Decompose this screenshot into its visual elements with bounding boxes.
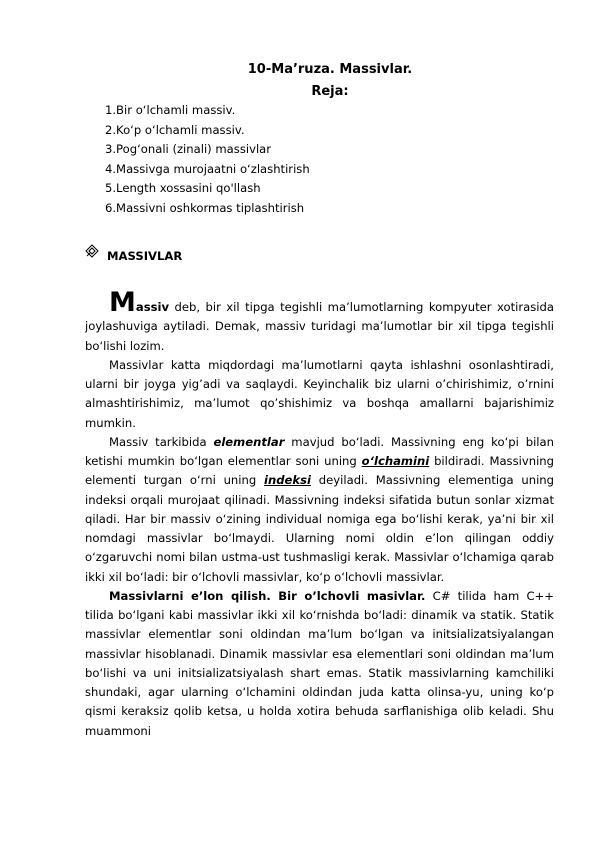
paragraph-text: mavjud bo‘ladi. Massivning eng ko‘pi bilan ketishi mumkin bo‘lgan elementlar soni uning bbox=[85, 434, 554, 468]
paragraph bbox=[85, 287, 554, 356]
paragraph bbox=[85, 587, 554, 741]
diamond-bullet-icon bbox=[85, 244, 99, 258]
paragraph-text: deb, bir xil tipga tegishli ma’lumotlarning kompyuter xotirasida joylashuviga aytiladi. Demak, massiv turidagi ma’lumotlar bir xil tipga tegishli bo‘lishi lozim. bbox=[85, 300, 554, 353]
section-title: MASSIVLAR bbox=[107, 249, 183, 263]
term-olchamini: o‘lchamini bbox=[361, 454, 430, 468]
paragraph bbox=[85, 433, 554, 587]
lead-word: assiv bbox=[135, 300, 170, 314]
section-heading bbox=[85, 248, 182, 264]
subheading-inline: Massivlarni e’lon qilish. Bir o’lchovli masivlar. bbox=[109, 588, 426, 603]
term-elementlar: elementlar bbox=[213, 434, 285, 449]
plan-item: 2.Ko‘p o‘lchamli massiv. bbox=[105, 122, 245, 137]
plan-item: 1.Bir o‘lchamli massiv. bbox=[105, 103, 236, 117]
term-indeksi: indeksi bbox=[264, 473, 311, 488]
paragraph-text: C# tilida ham C++ tilida bo‘lgani kabi massivlar ikki xil ko‘rnishda bo‘ladi: dinamik va statik. Statik massivlar elementlar soni oldindan ma’lum bo‘lgan va initsializatsiyalangan massivlar hisoblanadi. Dinamik massivlar esa elementlari soni oldindan ma’lum bo‘lishi va uni initsializatsiyalash shart emas. Statik massivlarning kamchiliki shundaki, agar ularning o‘lchamini oldindan juda katta olinsa-yu, uning ko‘p qismi keraksiz qolib ketsa, u holda xotira behuda sarflanishiga olib keladi. Shu muammoni bbox=[85, 588, 554, 738]
paragraph: Massivlar katta miqdordagi ma’lumotlarni qayta ishlashni osonlashtiradi, ularni bir joyga yig’adi va saqlaydi. Keyinchalik biz ularni o’chirishimiz, o’rnini almashtirishimiz, ma’lumot qo’shishimiz va boshqa amallarni bajarishimiz mumkin. bbox=[85, 357, 554, 430]
lecture-title: 10-Ma’ruza. Massivlar. bbox=[247, 62, 413, 77]
plan-item: 6.Massivni oshkormas tiplashtirish bbox=[105, 200, 305, 215]
plan-heading: Reja: bbox=[311, 84, 349, 99]
plan-list bbox=[105, 101, 310, 219]
plan-item: 4.Massivga murojaatni o‘zlashtirish bbox=[105, 161, 310, 176]
plan-item: 3.Pog‘onali (zinali) massivlar bbox=[105, 142, 272, 157]
plan-item: 5.Length xossasini qo'llash bbox=[105, 181, 261, 196]
paragraph-text: deyiladi. Massivning elementiga uning indeksi orqali murojaat qilinadi. Massivning indeksi sifatida butun sonlar xizmat qiladi. Har bir massiv o‘zining individual nomiga ega bo‘lishi kerak, ya’ni bir xil nomdagi massivlar bo‘lmaydi. Ularning nomi oldin e’lon qilingan oddiy o‘zgaruvchi nomi bilan ustma-ust tushmasligi kerak. Massivlar o‘lchamiga qarab ikki xil bo‘ladi: bir o‘lchovli massivlar, ko‘p o‘lchovli massivlar. bbox=[85, 473, 555, 584]
paragraph-text: bildiradi. Massivning elementi turgan o‘rni uning bbox=[85, 454, 554, 488]
body-text bbox=[85, 287, 555, 741]
drop-cap: M bbox=[109, 287, 136, 318]
paragraph-text: Massiv tarkibida bbox=[109, 434, 214, 449]
